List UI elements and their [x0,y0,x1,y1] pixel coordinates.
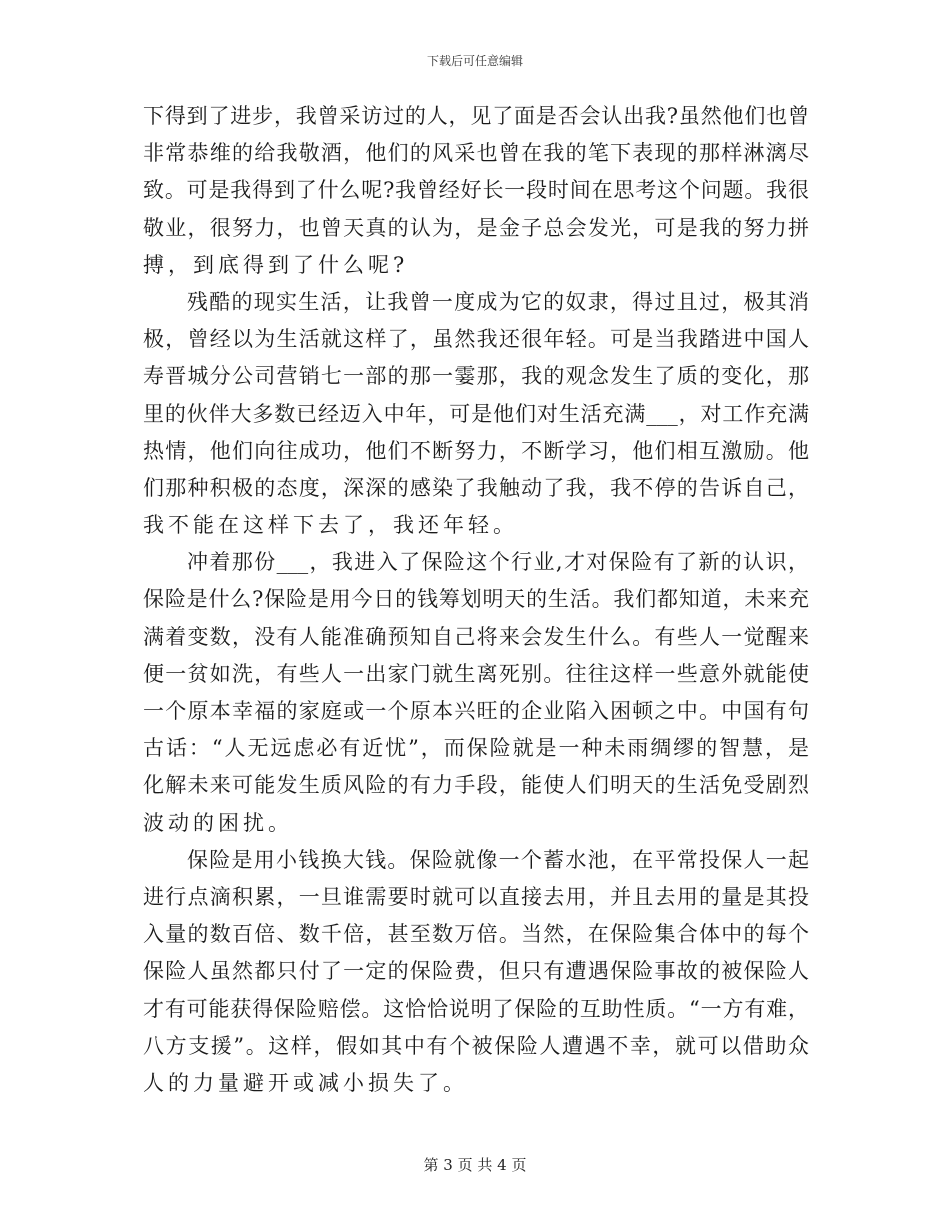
text-line: 致。可是我得到了什么呢?我曾经好长一段时间在思考这个问题。我很 [143,178,809,203]
text-line: 进行点滴积累，一旦谁需要时就可以直接去用，并且去用的量是其投 [143,884,809,909]
text-line: 便一贫如洗，有些人一出家门就生离死别。往往这样一些意外就能使 [143,661,809,686]
page-header: 下载后可任意编辑 [426,54,523,68]
text-line: 满着变数，没有人能准确预知自己将来会发生什么。有些人一觉醒来 [143,624,809,649]
paragraph [143,842,809,1102]
text-line: 热情，他们向往成功，他们不断努力，不断学习，他们相互激励。他 [143,438,809,463]
text-line: 冲着那份___，我进入了保险这个行业,才对保险有了新的认识， [187,550,809,575]
text-line: 我不能在这样下去了，我还年轻。 [143,513,518,538]
text-line: 极，曾经以为生活就这样了，虽然我还很年轻。可是当我踏进中国人 [143,327,809,352]
text-line: 非常恭维的给我敬酒，他们的风采也曾在我的笔下表现的那样淋漓尽 [143,141,809,166]
text-line: 搏，到底得到了什么呢? [143,252,409,277]
document-body [143,98,809,1102]
text-line: 寿晋城分公司营销七一部的那一霎那，我的观念发生了质的变化，那 [143,364,809,389]
text-line: 人的力量避开或减小损失了。 [143,1070,468,1095]
text-line: 残酷的现实生活，让我曾一度成为它的奴隶，得过且过，极其消 [187,289,809,314]
page-footer: 第 3 页 共 4 页 [423,1156,527,1174]
text-line: 波动的困扰。 [143,810,293,835]
text-line: 保险是用小钱换大钱。保险就像一个蓄水池，在平常投保人一起 [187,847,809,872]
text-line: 化解未来可能发生质风险的有力手段，能使人们明天的生活免受剧烈 [143,773,809,798]
paragraph [143,544,809,842]
text-line: 保险是什么?保险是用今日的钱筹划明天的生活。我们都知道，未来充 [143,587,809,612]
text-line: 保险人虽然都只付了一定的保险费，但只有遭遇保险事故的被保险人 [143,959,809,984]
text-line: 才有可能获得保险赔偿。这恰恰说明了保险的互助性质。“一方有难， [143,996,809,1021]
text-line: 八方支援”。这样，假如其中有个被保险人遭遇不幸，就可以借助众 [143,1033,809,1058]
paragraph [143,98,809,284]
text-line: 下得到了进步，我曾采访过的人，见了面是否会认出我?虽然他们也曾 [143,104,809,128]
text-line: 古话：“人无远虑必有近忧”，而保险就是一种未雨绸缪的智慧，是 [143,736,809,761]
text-line: 们那种积极的态度，深深的感染了我触动了我，我不停的告诉自己， [143,475,809,500]
text-line: 里的伙伴大多数已经迈入中年，可是他们对生活充满___，对工作充满 [143,401,809,426]
text-line: 一个原本幸福的家庭或一个原本兴旺的企业陷入困顿之中。中国有句 [143,699,809,723]
paragraph [143,284,809,544]
text-line: 入量的数百倍、数千倍，甚至数万倍。当然，在保险集合体中的每个 [143,922,809,947]
text-line: 敬业，很努力，也曾天真的认为，是金子总会发光，可是我的努力拼 [143,215,809,240]
